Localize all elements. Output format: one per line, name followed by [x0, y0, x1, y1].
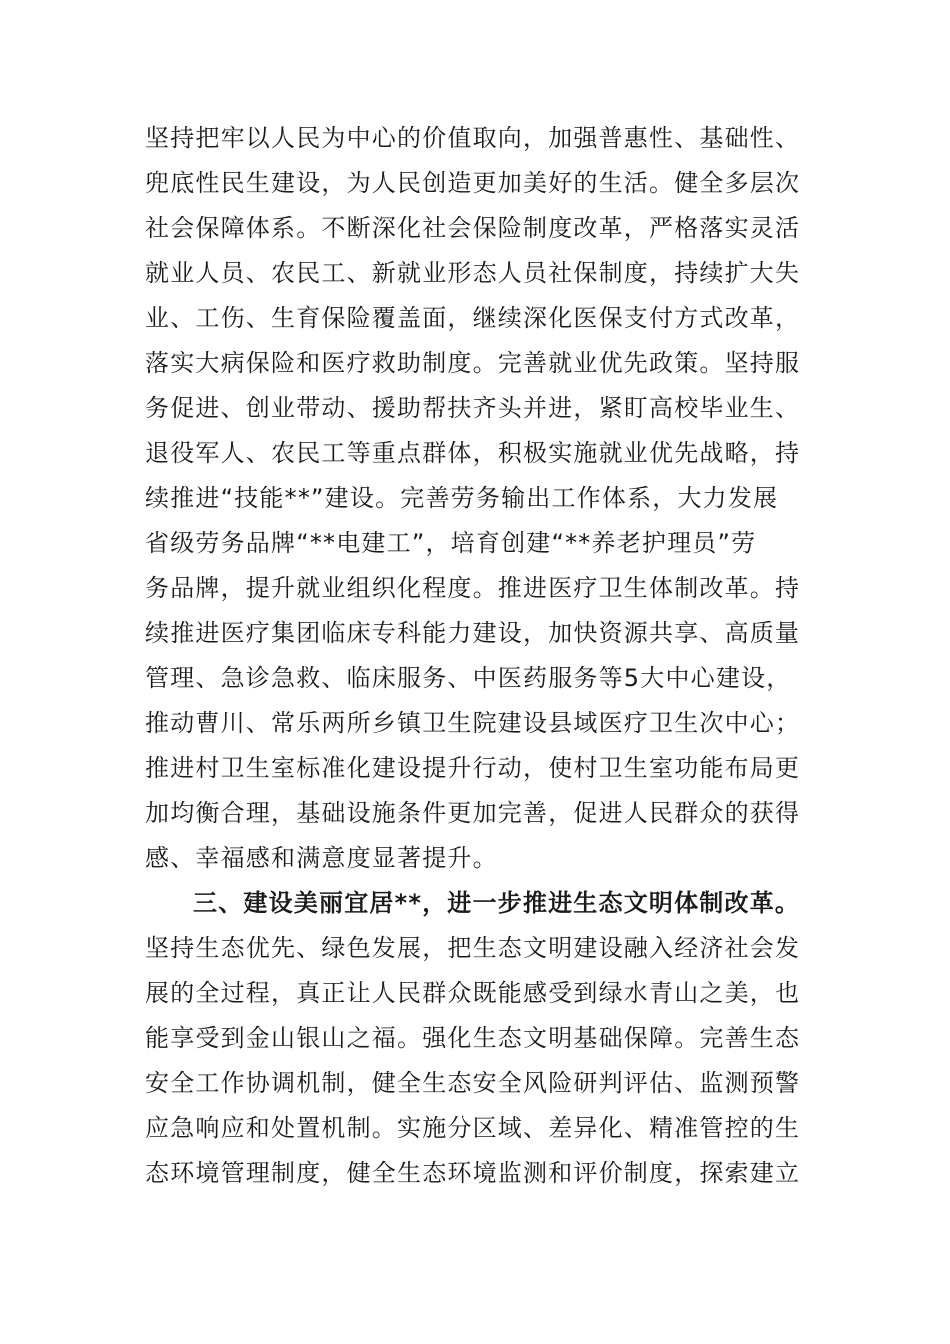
paragraph-line: 续推进“技能**”建设。完善劳务输出工作体系，大力发展	[145, 484, 779, 512]
paragraph-line: 安全工作协调机制，健全生态安全风险研判评估、监测预警	[145, 1069, 801, 1097]
paragraph-line: 能享受到金山银山之福。强化生态文明基础保障。完善生态	[145, 1024, 801, 1052]
paragraph-line: 推动曹川、常乐两所乡镇卫生院建设县域医疗卫生次中心；	[145, 709, 801, 737]
paragraph-line: 业、工伤、生育保险覆盖面，继续深化医保支付方式改革，	[145, 304, 801, 332]
paragraph-line: 兜底性民生建设，为人民创造更加美好的生活。健全多层次	[145, 169, 801, 197]
paragraph-line: 展的全过程，真正让人民群众既能感受到绿水青山之美，也	[145, 979, 801, 1007]
paragraph-line: 感、幸福感和满意度显著提升。	[145, 844, 498, 872]
paragraph-line: 省级劳务品牌“**电建工”，培育创建“**养老护理员”劳	[145, 529, 757, 557]
paragraph-line: 管理、急诊急救、临床服务、中医药服务等5大中心建设，	[145, 664, 792, 692]
paragraph-line: 社会保障体系。不断深化社会保险制度改革，严格落实灵活	[145, 214, 801, 242]
paragraph-line: 坚持把牢以人民为中心的价值取向，加强普惠性、基础性、	[145, 124, 801, 152]
paragraph-line: 续推进医疗集团临床专科能力建设，加快资源共享、高质量	[145, 619, 801, 647]
section-heading: 三、建设美丽宜居**，进一步推进生态文明体制改革。	[193, 889, 801, 917]
document-body	[145, 116, 810, 1196]
paragraph-line: 务促进、创业带动、援助帮扶齐头并进，紧盯高校毕业生、	[145, 394, 801, 422]
paragraph-line: 应急响应和处置机制。实施分区域、差异化、精准管控的生	[145, 1114, 801, 1142]
paragraph-line: 推进村卫生室标准化建设提升行动，使村卫生室功能布局更	[145, 754, 801, 782]
paragraph-line: 加均衡合理，基础设施条件更加完善，促进人民群众的获得	[145, 799, 801, 827]
paragraph-line: 退役军人、农民工等重点群体，积极实施就业优先战略，持	[145, 439, 801, 467]
paragraph-line: 就业人员、农民工、新就业形态人员社保制度，持续扩大失	[145, 259, 801, 287]
paragraph-line: 务品牌，提升就业组织化程度。推进医疗卫生体制改革。持	[145, 574, 801, 602]
paragraph-line: 态环境管理制度，健全生态环境监测和评价制度，探索建立	[145, 1159, 801, 1187]
paragraph-line: 坚持生态优先、绿色发展，把生态文明建设融入经济社会发	[145, 934, 801, 962]
paragraph-line: 落实大病保险和医疗救助制度。完善就业优先政策。坚持服	[145, 349, 801, 377]
